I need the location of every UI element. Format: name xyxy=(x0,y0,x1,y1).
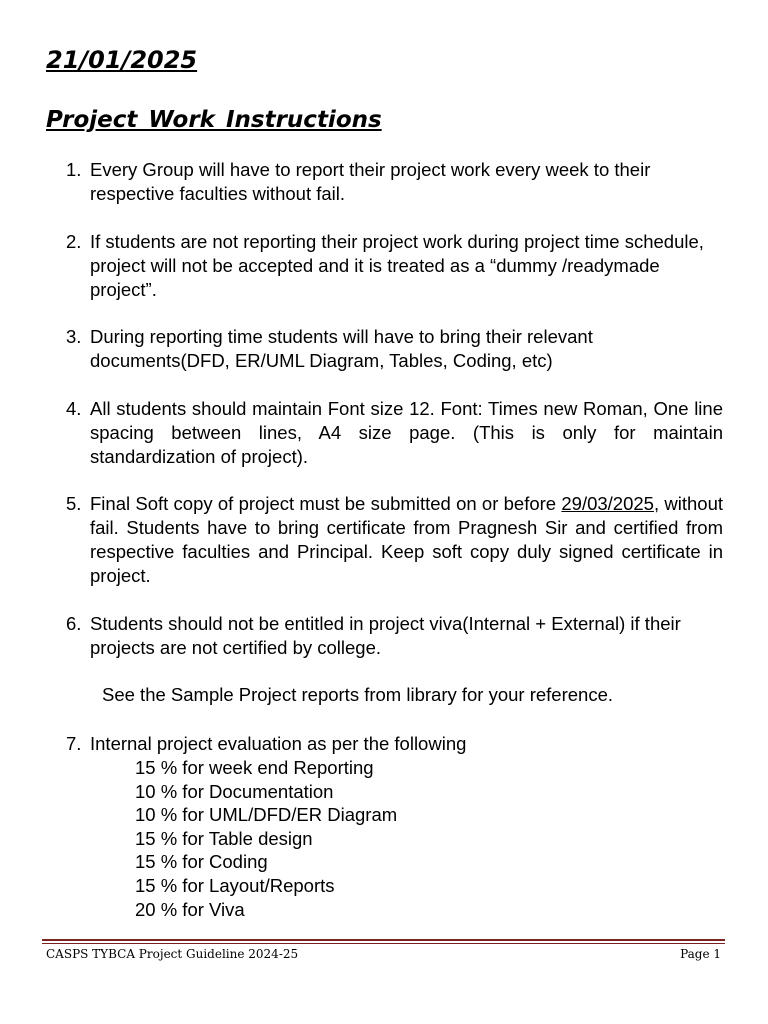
evaluation-list xyxy=(135,756,397,921)
footer-guideline-title: CASPS TYBCA Project Guideline 2024-25 xyxy=(46,947,299,961)
evaluation-item: 15 % for week end Reporting xyxy=(135,757,374,778)
item-text-before: Final Soft copy of project must be submitted on or before xyxy=(90,493,562,514)
instruction-item-3 xyxy=(66,325,723,373)
item-text: Students should not be entitled in project viva(Internal + External) if their projects are not certified by college. xyxy=(90,613,681,658)
item-number: 5. xyxy=(66,493,82,514)
evaluation-item: 10 % for UML/DFD/ER Diagram xyxy=(135,804,398,826)
evaluation-item: 15 % for Table design xyxy=(135,827,313,849)
item-text: Internal project evaluation as per the following xyxy=(90,733,467,754)
footer-page-number: Page 1 xyxy=(680,947,721,961)
item-text xyxy=(90,492,723,588)
instruction-item-6 xyxy=(66,612,723,660)
item-number: 7. xyxy=(66,733,82,754)
document-date: 21/01/2025 xyxy=(46,46,198,74)
evaluation-item: 15 % for Coding xyxy=(135,851,268,873)
instruction-item-1 xyxy=(66,158,723,206)
item-text: Every Group will have to report their project work every week to their respective faculties without fail. xyxy=(90,159,651,204)
item-number: 3. xyxy=(66,326,82,347)
item-text: During reporting time students will have to bring their relevant documents(DFD, ER/UML Diagram, Tables, Coding, etc) xyxy=(90,326,593,371)
footer-rule-thin xyxy=(42,943,725,944)
instruction-item-7 xyxy=(66,732,723,756)
evaluation-item: 20 % for Viva xyxy=(135,898,245,920)
reference-note: See the Sample Project reports from library for your reference. xyxy=(102,684,614,705)
evaluation-item: 15 % for Layout/Reports xyxy=(135,874,335,896)
evaluation-item: 10 % for Documentation xyxy=(135,780,334,802)
item-number: 6. xyxy=(66,613,82,634)
item-text: All students should maintain Font size 12. Font: Times new Roman, One line spacing between lines, A4 size page. (This is only for maintain standardization of project). xyxy=(90,398,723,467)
item-text-after: , without fail. Students have to bring certificate from Pragnesh Sir and certified from respective faculties and Principal. Keep soft copy duly signed certificate in project. xyxy=(90,493,723,586)
instruction-item-5 xyxy=(66,492,723,588)
item-number: 1. xyxy=(66,159,82,180)
item-text: If students are not reporting their project work during project time schedule, project will not be accepted and it is treated as a “dummy /readymade project”. xyxy=(90,231,704,300)
footer-rule-thick xyxy=(42,939,725,941)
instruction-item-4 xyxy=(66,397,723,469)
instruction-item-2 xyxy=(66,230,723,302)
deadline-date: 29/03/2025 xyxy=(561,493,654,514)
item-number: 2. xyxy=(66,231,82,252)
document-title: Project Work Instructions xyxy=(46,107,382,133)
item-number: 4. xyxy=(66,398,82,419)
